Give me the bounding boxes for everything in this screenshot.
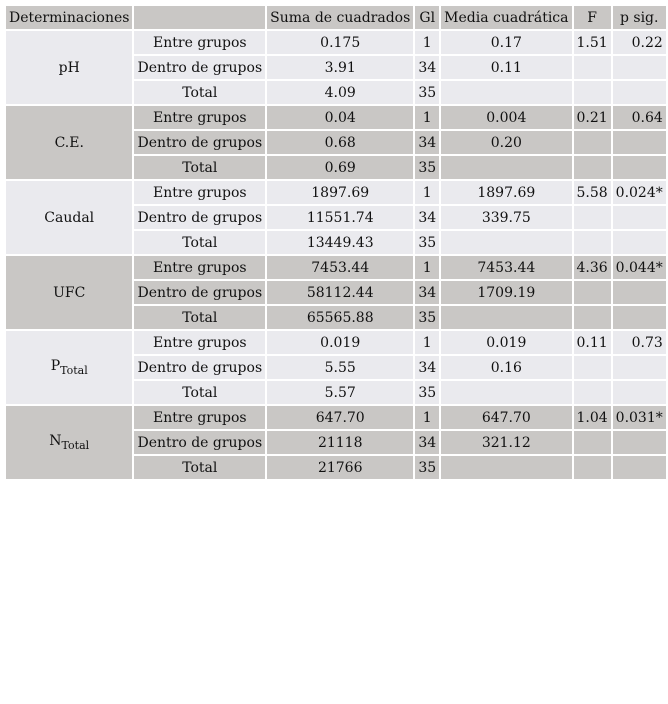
table-row: [6, 181, 666, 204]
df-cell: 34: [415, 281, 439, 304]
f-value-cell: [574, 456, 611, 479]
source-cell: Dentro de grupos: [134, 56, 265, 79]
mean-square-cell: [441, 156, 571, 179]
p-value-cell: [613, 356, 666, 379]
sum-of-squares-cell: 0.019: [267, 331, 413, 354]
group-label: [6, 406, 132, 479]
sum-of-squares-cell: 4.09: [267, 81, 413, 104]
df-cell: 1: [415, 181, 439, 204]
df-cell: 1: [415, 106, 439, 129]
mean-square-cell: 321.12: [441, 431, 571, 454]
df-cell: 35: [415, 306, 439, 329]
sum-of-squares-cell: 1897.69: [267, 181, 413, 204]
mean-square-cell: 0.11: [441, 56, 571, 79]
f-value-cell: [574, 431, 611, 454]
f-value-cell: 5.58: [574, 181, 611, 204]
mean-square-cell: 0.16: [441, 356, 571, 379]
f-value-cell: [574, 381, 611, 404]
p-value-cell: [613, 231, 666, 254]
sum-of-squares-cell: 65565.88: [267, 306, 413, 329]
df-cell: 1: [415, 406, 439, 429]
f-value-cell: [574, 206, 611, 229]
sum-of-squares-cell: 21766: [267, 456, 413, 479]
source-cell: Entre grupos: [134, 106, 265, 129]
df-cell: 35: [415, 231, 439, 254]
p-value-cell: [613, 206, 666, 229]
p-value-cell: [613, 381, 666, 404]
header-row: [6, 6, 666, 29]
f-value-cell: [574, 306, 611, 329]
mean-square-cell: 0.004: [441, 106, 571, 129]
table-row: [6, 406, 666, 429]
sum-of-squares-cell: 5.57: [267, 381, 413, 404]
sum-of-squares-cell: 0.04: [267, 106, 413, 129]
header-gl: Gl: [415, 6, 439, 29]
p-value-cell: [613, 281, 666, 304]
mean-square-cell: [441, 456, 571, 479]
group-label-text: N: [49, 433, 62, 449]
mean-square-cell: 7453.44: [441, 256, 571, 279]
f-value-cell: 1.04: [574, 406, 611, 429]
f-value-cell: [574, 81, 611, 104]
df-cell: 34: [415, 131, 439, 154]
f-value-cell: 0.11: [574, 331, 611, 354]
source-cell: Total: [134, 306, 265, 329]
df-cell: 35: [415, 381, 439, 404]
df-cell: 35: [415, 156, 439, 179]
header-media: Media cuadrática: [441, 6, 571, 29]
sum-of-squares-cell: 21118: [267, 431, 413, 454]
group-label-text: C.E.: [54, 134, 84, 151]
sum-of-squares-cell: 0.68: [267, 131, 413, 154]
header-f: F: [574, 6, 611, 29]
mean-square-cell: 339.75: [441, 206, 571, 229]
sum-of-squares-cell: 3.91: [267, 56, 413, 79]
source-cell: Total: [134, 81, 265, 104]
df-cell: 34: [415, 56, 439, 79]
group-label-text: UFC: [53, 284, 86, 301]
df-cell: 34: [415, 356, 439, 379]
sum-of-squares-cell: 0.175: [267, 31, 413, 54]
header-source: [134, 6, 265, 29]
mean-square-cell: 0.17: [441, 31, 571, 54]
sum-of-squares-cell: 5.55: [267, 356, 413, 379]
group-label-subscript: Total: [60, 364, 88, 377]
p-value-cell: 0.64: [613, 106, 666, 129]
anova-body: [6, 31, 666, 479]
df-cell: 1: [415, 331, 439, 354]
f-value-cell: [574, 356, 611, 379]
header-suma: Suma de cuadrados: [267, 6, 413, 29]
group-label: [6, 181, 132, 254]
mean-square-cell: 0.20: [441, 131, 571, 154]
f-value-cell: [574, 56, 611, 79]
source-cell: Total: [134, 456, 265, 479]
table-row: [6, 256, 666, 279]
source-cell: Entre grupos: [134, 406, 265, 429]
p-value-cell: [613, 131, 666, 154]
group-label-text: P: [50, 358, 61, 374]
source-cell: Total: [134, 381, 265, 404]
sum-of-squares-cell: 0.69: [267, 156, 413, 179]
p-value-cell: [613, 81, 666, 104]
df-cell: 34: [415, 206, 439, 229]
mean-square-cell: 1897.69: [441, 181, 571, 204]
df-cell: 34: [415, 431, 439, 454]
p-value-cell: [613, 431, 666, 454]
source-cell: Dentro de grupos: [134, 356, 265, 379]
group-label: [6, 256, 132, 329]
source-cell: Dentro de grupos: [134, 281, 265, 304]
f-value-cell: [574, 281, 611, 304]
sum-of-squares-cell: 7453.44: [267, 256, 413, 279]
df-cell: 1: [415, 31, 439, 54]
sum-of-squares-cell: 647.70: [267, 406, 413, 429]
table-row: [6, 106, 666, 129]
f-value-cell: 1.51: [574, 31, 611, 54]
df-cell: 35: [415, 456, 439, 479]
sum-of-squares-cell: 13449.43: [267, 231, 413, 254]
source-cell: Dentro de grupos: [134, 131, 265, 154]
p-value-cell: 0.044*: [613, 256, 666, 279]
f-value-cell: 0.21: [574, 106, 611, 129]
group-label-text: Caudal: [44, 209, 95, 226]
source-cell: Dentro de grupos: [134, 206, 265, 229]
group-label: [6, 331, 132, 404]
header-determinaciones: Determinaciones: [6, 6, 132, 29]
mean-square-cell: 1709.19: [441, 281, 571, 304]
group-label-subscript: Total: [61, 439, 90, 452]
p-value-cell: 0.22: [613, 31, 666, 54]
sum-of-squares-cell: 11551.74: [267, 206, 413, 229]
source-cell: Entre grupos: [134, 181, 265, 204]
f-value-cell: [574, 231, 611, 254]
group-label: [6, 31, 132, 104]
p-value-cell: [613, 306, 666, 329]
mean-square-cell: [441, 306, 571, 329]
source-cell: Entre grupos: [134, 331, 265, 354]
table-row: [6, 331, 666, 354]
f-value-cell: [574, 131, 611, 154]
source-cell: Entre grupos: [134, 31, 265, 54]
p-value-cell: 0.031*: [613, 406, 666, 429]
source-cell: Dentro de grupos: [134, 431, 265, 454]
mean-square-cell: 647.70: [441, 406, 571, 429]
mean-square-cell: [441, 381, 571, 404]
anova-table: [4, 4, 668, 481]
p-value-cell: 0.024*: [613, 181, 666, 204]
f-value-cell: 4.36: [574, 256, 611, 279]
table-row: [6, 31, 666, 54]
mean-square-cell: [441, 231, 571, 254]
sum-of-squares-cell: 58112.44: [267, 281, 413, 304]
df-cell: 35: [415, 81, 439, 104]
p-value-cell: [613, 456, 666, 479]
p-value-cell: [613, 156, 666, 179]
df-cell: 1: [415, 256, 439, 279]
source-cell: Total: [134, 156, 265, 179]
mean-square-cell: [441, 81, 571, 104]
header-p: p sig.: [613, 6, 666, 29]
source-cell: Entre grupos: [134, 256, 265, 279]
group-label: [6, 106, 132, 179]
mean-square-cell: 0.019: [441, 331, 571, 354]
p-value-cell: [613, 56, 666, 79]
source-cell: Total: [134, 231, 265, 254]
group-label-text: pH: [58, 59, 80, 76]
p-value-cell: 0.73: [613, 331, 666, 354]
f-value-cell: [574, 156, 611, 179]
